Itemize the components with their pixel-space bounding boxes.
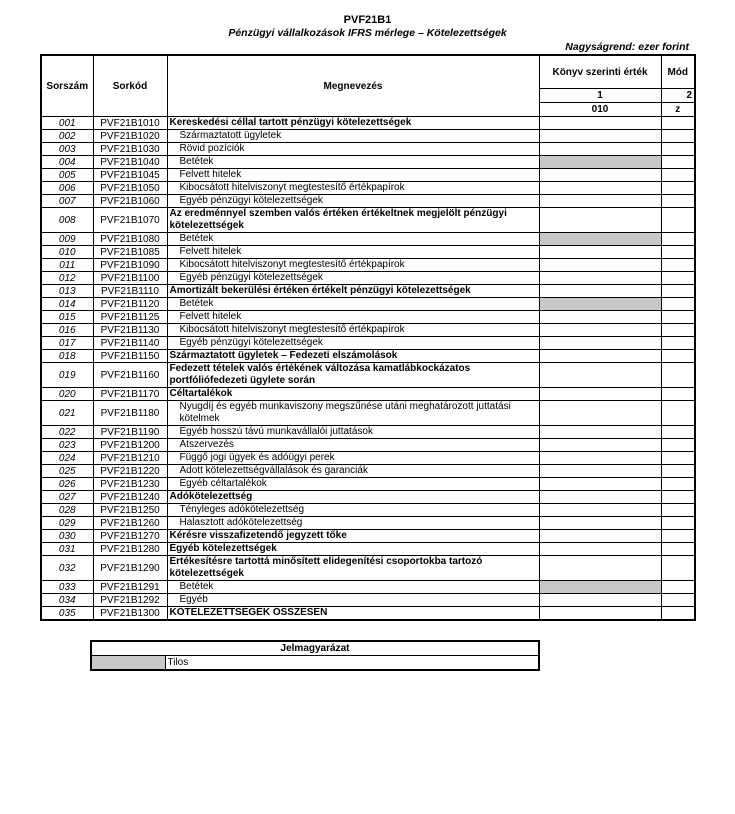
row-label: Betétek bbox=[167, 156, 539, 169]
row-label: Fedezett tételek valós értékének változása kamatlábkockázatos portfóliófedezeti ügylete során bbox=[167, 363, 539, 388]
unit-note: Nagyságrend: ezer forint bbox=[565, 41, 689, 53]
value-cell[interactable] bbox=[539, 311, 661, 324]
mode-cell[interactable] bbox=[661, 401, 695, 426]
table-row bbox=[41, 401, 695, 426]
mode-cell[interactable] bbox=[661, 195, 695, 208]
col-header-sorszam: Sorszám bbox=[41, 55, 93, 117]
table-row bbox=[41, 169, 695, 182]
value-cell-forbidden bbox=[539, 581, 661, 594]
row-number: 029 bbox=[41, 517, 93, 530]
value-cell[interactable] bbox=[539, 117, 661, 130]
row-code: PVF21B1150 bbox=[93, 350, 167, 363]
legend-title: Jelmagyarázat bbox=[91, 641, 539, 656]
table-row bbox=[41, 607, 695, 621]
mode-cell[interactable] bbox=[661, 530, 695, 543]
table-row bbox=[41, 285, 695, 298]
table-row bbox=[41, 143, 695, 156]
value-cell[interactable] bbox=[539, 182, 661, 195]
mode-cell[interactable] bbox=[661, 130, 695, 143]
mode-cell[interactable] bbox=[661, 143, 695, 156]
row-code: PVF21B1180 bbox=[93, 401, 167, 426]
table-row bbox=[41, 363, 695, 388]
mode-cell[interactable] bbox=[661, 465, 695, 478]
row-number: 017 bbox=[41, 337, 93, 350]
row-label: Egyéb pénzügyi kötelezettségek bbox=[167, 272, 539, 285]
row-number: 030 bbox=[41, 530, 93, 543]
value-cell[interactable] bbox=[539, 208, 661, 233]
value-cell[interactable] bbox=[539, 246, 661, 259]
table-row bbox=[41, 324, 695, 337]
value-cell[interactable] bbox=[539, 491, 661, 504]
row-code: PVF21B1200 bbox=[93, 439, 167, 452]
row-number: 026 bbox=[41, 478, 93, 491]
col-number-konyv: 1 bbox=[539, 89, 661, 103]
row-code: PVF21B1210 bbox=[93, 452, 167, 465]
row-label: Céltartalékok bbox=[167, 388, 539, 401]
row-code: PVF21B1250 bbox=[93, 504, 167, 517]
value-cell-forbidden bbox=[539, 298, 661, 311]
value-cell[interactable] bbox=[539, 452, 661, 465]
mode-cell[interactable] bbox=[661, 311, 695, 324]
table-row bbox=[41, 517, 695, 530]
value-cell[interactable] bbox=[539, 517, 661, 530]
row-code: PVF21B1292 bbox=[93, 594, 167, 607]
table-row bbox=[41, 259, 695, 272]
row-code: PVF21B1070 bbox=[93, 208, 167, 233]
mode-cell[interactable] bbox=[661, 491, 695, 504]
row-label: Átszervezés bbox=[167, 439, 539, 452]
mode-cell[interactable] bbox=[661, 350, 695, 363]
row-label: Felvett hitelek bbox=[167, 246, 539, 259]
table-row bbox=[41, 130, 695, 143]
row-number: 031 bbox=[41, 543, 93, 556]
table-row bbox=[41, 530, 695, 543]
value-cell[interactable] bbox=[539, 324, 661, 337]
mode-cell[interactable] bbox=[661, 272, 695, 285]
mode-cell[interactable] bbox=[661, 478, 695, 491]
table-row bbox=[41, 504, 695, 517]
value-cell[interactable] bbox=[539, 401, 661, 426]
table-row bbox=[41, 543, 695, 556]
table-row bbox=[41, 594, 695, 607]
row-number: 002 bbox=[41, 130, 93, 143]
row-number: 025 bbox=[41, 465, 93, 478]
table-row bbox=[41, 491, 695, 504]
row-number: 001 bbox=[41, 117, 93, 130]
row-label: Egyéb pénzügyi kötelezettségek bbox=[167, 195, 539, 208]
row-number: 027 bbox=[41, 491, 93, 504]
mode-cell[interactable] bbox=[661, 298, 695, 311]
row-label: Betétek bbox=[167, 298, 539, 311]
row-code: PVF21B1240 bbox=[93, 491, 167, 504]
value-cell[interactable] bbox=[539, 388, 661, 401]
value-cell[interactable] bbox=[539, 543, 661, 556]
row-code: PVF21B1300 bbox=[93, 607, 167, 621]
row-number: 035 bbox=[41, 607, 93, 621]
row-code: PVF21B1030 bbox=[93, 143, 167, 156]
mode-cell[interactable] bbox=[661, 169, 695, 182]
row-label: Felvett hitelek bbox=[167, 169, 539, 182]
row-label: Kibocsátott hitelviszonyt megtestesítő értékpapírok bbox=[167, 182, 539, 195]
value-cell[interactable] bbox=[539, 285, 661, 298]
table-row bbox=[41, 311, 695, 324]
row-number: 018 bbox=[41, 350, 93, 363]
col-number-mod: 2 bbox=[661, 89, 695, 103]
table-row bbox=[41, 350, 695, 363]
table-row bbox=[41, 439, 695, 452]
row-label: Függő jogi ügyek és adóügyi perek bbox=[167, 452, 539, 465]
row-code: PVF21B1090 bbox=[93, 259, 167, 272]
col-header-konyv: Könyv szerinti érték bbox=[539, 55, 661, 89]
row-number: 024 bbox=[41, 452, 93, 465]
row-code: PVF21B1085 bbox=[93, 246, 167, 259]
row-number: 013 bbox=[41, 285, 93, 298]
row-number: 014 bbox=[41, 298, 93, 311]
row-label: Adókötelezettség bbox=[167, 491, 539, 504]
table-row bbox=[41, 337, 695, 350]
row-code: PVF21B1040 bbox=[93, 156, 167, 169]
row-label: Nyugdíj és egyéb munkaviszony megszűnése utáni meghatározott juttatási kötelmek bbox=[167, 401, 539, 426]
row-number: 023 bbox=[41, 439, 93, 452]
value-cell[interactable] bbox=[539, 143, 661, 156]
row-label: Egyéb bbox=[167, 594, 539, 607]
row-code: PVF21B1100 bbox=[93, 272, 167, 285]
row-number: 008 bbox=[41, 208, 93, 233]
row-number: 032 bbox=[41, 556, 93, 581]
table-row bbox=[41, 556, 695, 581]
table-row bbox=[41, 233, 695, 246]
row-number: 015 bbox=[41, 311, 93, 324]
form-subtitle: Pénzügyi vállalkozások IFRS mérlege – Kötelezettségek bbox=[228, 27, 507, 39]
row-code: PVF21B1120 bbox=[93, 298, 167, 311]
table-row bbox=[41, 298, 695, 311]
row-code: PVF21B1291 bbox=[93, 581, 167, 594]
row-number: 022 bbox=[41, 426, 93, 439]
row-code: PVF21B1220 bbox=[93, 465, 167, 478]
legend-gray-label: Tilos bbox=[165, 656, 539, 671]
mode-cell[interactable] bbox=[661, 439, 695, 452]
value-cell[interactable] bbox=[539, 169, 661, 182]
mode-cell[interactable] bbox=[661, 182, 695, 195]
row-code: PVF21B1290 bbox=[93, 556, 167, 581]
row-code: PVF21B1080 bbox=[93, 233, 167, 246]
col-header-megnevezes: Megnevezés bbox=[167, 55, 539, 117]
mode-cell[interactable] bbox=[661, 285, 695, 298]
row-code: PVF21B1190 bbox=[93, 426, 167, 439]
row-number: 007 bbox=[41, 195, 93, 208]
table-row bbox=[41, 452, 695, 465]
table-row bbox=[41, 117, 695, 130]
row-label: Rövid pozíciók bbox=[167, 143, 539, 156]
row-number: 019 bbox=[41, 363, 93, 388]
table-row bbox=[41, 156, 695, 169]
row-label: KÖTELEZETTSÉGEK ÖSSZESEN bbox=[167, 607, 539, 621]
row-number: 028 bbox=[41, 504, 93, 517]
value-cell[interactable] bbox=[539, 130, 661, 143]
value-cell[interactable] bbox=[539, 363, 661, 388]
row-number: 012 bbox=[41, 272, 93, 285]
row-label: Kérésre visszafizetendő jegyzett tőke bbox=[167, 530, 539, 543]
value-cell[interactable] bbox=[539, 350, 661, 363]
table-row bbox=[41, 478, 695, 491]
value-cell[interactable] bbox=[539, 465, 661, 478]
mode-cell[interactable] bbox=[661, 426, 695, 439]
value-cell[interactable] bbox=[539, 504, 661, 517]
row-code: PVF21B1130 bbox=[93, 324, 167, 337]
table-row bbox=[41, 246, 695, 259]
row-number: 006 bbox=[41, 182, 93, 195]
row-number: 034 bbox=[41, 594, 93, 607]
legend-gray-swatch bbox=[91, 656, 165, 671]
row-code: PVF21B1280 bbox=[93, 543, 167, 556]
row-label: Értékesítésre tartottá minősített elidegenítési csoportokba tartozó kötelezettségek bbox=[167, 556, 539, 581]
mode-cell[interactable] bbox=[661, 388, 695, 401]
row-label: Kibocsátott hitelviszonyt megtestesítő értékpapírok bbox=[167, 324, 539, 337]
row-label: Kereskedési céllal tartott pénzügyi kötelezettségek bbox=[167, 117, 539, 130]
mode-cell[interactable] bbox=[661, 117, 695, 130]
value-cell[interactable] bbox=[539, 478, 661, 491]
row-label: Tényleges adókötelezettség bbox=[167, 504, 539, 517]
mode-cell[interactable] bbox=[661, 259, 695, 272]
mode-cell[interactable] bbox=[661, 517, 695, 530]
row-code: PVF21B1020 bbox=[93, 130, 167, 143]
row-label: Egyéb céltartalékok bbox=[167, 478, 539, 491]
value-cell[interactable] bbox=[539, 272, 661, 285]
mode-cell[interactable] bbox=[661, 156, 695, 169]
row-code: PVF21B1060 bbox=[93, 195, 167, 208]
value-cell[interactable] bbox=[539, 439, 661, 452]
table-row bbox=[41, 195, 695, 208]
mode-cell[interactable] bbox=[661, 594, 695, 607]
table-row bbox=[41, 272, 695, 285]
value-cell[interactable] bbox=[539, 556, 661, 581]
value-cell-forbidden bbox=[539, 233, 661, 246]
table-row bbox=[41, 426, 695, 439]
row-label: Az eredménnyel szemben valós értéken értékeltnek megjelölt pénzügyi kötelezettségek bbox=[167, 208, 539, 233]
row-code: PVF21B1110 bbox=[93, 285, 167, 298]
value-cell[interactable] bbox=[539, 259, 661, 272]
row-number: 009 bbox=[41, 233, 93, 246]
mode-cell[interactable] bbox=[661, 246, 695, 259]
row-label: Kibocsátott hitelviszonyt megtestesítő értékpapírok bbox=[167, 259, 539, 272]
row-label: Amortizált bekerülési értéken értékelt pénzügyi kötelezettségek bbox=[167, 285, 539, 298]
table-row bbox=[41, 388, 695, 401]
row-number: 011 bbox=[41, 259, 93, 272]
row-number: 005 bbox=[41, 169, 93, 182]
table-row bbox=[41, 465, 695, 478]
row-code: PVF21B1270 bbox=[93, 530, 167, 543]
mode-cell[interactable] bbox=[661, 324, 695, 337]
legend-table bbox=[90, 640, 540, 671]
col-code-mod: z bbox=[661, 103, 695, 117]
col-header-mod: Mód bbox=[661, 55, 695, 89]
value-cell[interactable] bbox=[539, 607, 661, 621]
mode-cell[interactable] bbox=[661, 581, 695, 594]
row-number: 021 bbox=[41, 401, 93, 426]
value-cell[interactable] bbox=[539, 195, 661, 208]
form-code: PVF21B1 bbox=[343, 14, 392, 26]
liabilities-table bbox=[40, 54, 696, 621]
table-row bbox=[41, 208, 695, 233]
table-row bbox=[41, 581, 695, 594]
table-row bbox=[41, 182, 695, 195]
mode-cell[interactable] bbox=[661, 337, 695, 350]
value-cell[interactable] bbox=[539, 337, 661, 350]
row-code: PVF21B1050 bbox=[93, 182, 167, 195]
row-label: Származtatott ügyletek bbox=[167, 130, 539, 143]
row-code: PVF21B1230 bbox=[93, 478, 167, 491]
row-code: PVF21B1260 bbox=[93, 517, 167, 530]
row-label: Adott kötelezettségvállalások és garanciák bbox=[167, 465, 539, 478]
row-number: 033 bbox=[41, 581, 93, 594]
row-code: PVF21B1160 bbox=[93, 363, 167, 388]
col-code-konyv: 010 bbox=[539, 103, 661, 117]
row-label: Egyéb pénzügyi kötelezettségek bbox=[167, 337, 539, 350]
mode-cell[interactable] bbox=[661, 208, 695, 233]
value-cell[interactable] bbox=[539, 530, 661, 543]
row-label: Betétek bbox=[167, 581, 539, 594]
row-code: PVF21B1125 bbox=[93, 311, 167, 324]
row-code: PVF21B1045 bbox=[93, 169, 167, 182]
row-label: Betétek bbox=[167, 233, 539, 246]
value-cell-forbidden bbox=[539, 156, 661, 169]
row-code: PVF21B1010 bbox=[93, 117, 167, 130]
value-cell[interactable] bbox=[539, 594, 661, 607]
row-label: Egyéb hosszú távú munkavállalói juttatások bbox=[167, 426, 539, 439]
mode-cell[interactable] bbox=[661, 607, 695, 621]
row-label: Származtatott ügyletek – Fedezeti elszámolások bbox=[167, 350, 539, 363]
row-code: PVF21B1170 bbox=[93, 388, 167, 401]
row-number: 003 bbox=[41, 143, 93, 156]
mode-cell[interactable] bbox=[661, 363, 695, 388]
row-number: 010 bbox=[41, 246, 93, 259]
row-label: Halasztott adókötelezettség bbox=[167, 517, 539, 530]
mode-cell[interactable] bbox=[661, 504, 695, 517]
value-cell[interactable] bbox=[539, 426, 661, 439]
mode-cell[interactable] bbox=[661, 452, 695, 465]
row-number: 016 bbox=[41, 324, 93, 337]
mode-cell[interactable] bbox=[661, 233, 695, 246]
row-code: PVF21B1140 bbox=[93, 337, 167, 350]
mode-cell[interactable] bbox=[661, 543, 695, 556]
col-header-sorkod: Sorkód bbox=[93, 55, 167, 117]
row-number: 004 bbox=[41, 156, 93, 169]
mode-cell[interactable] bbox=[661, 556, 695, 581]
row-number: 020 bbox=[41, 388, 93, 401]
row-label: Egyéb kötelezettségek bbox=[167, 543, 539, 556]
row-label: Felvett hitelek bbox=[167, 311, 539, 324]
